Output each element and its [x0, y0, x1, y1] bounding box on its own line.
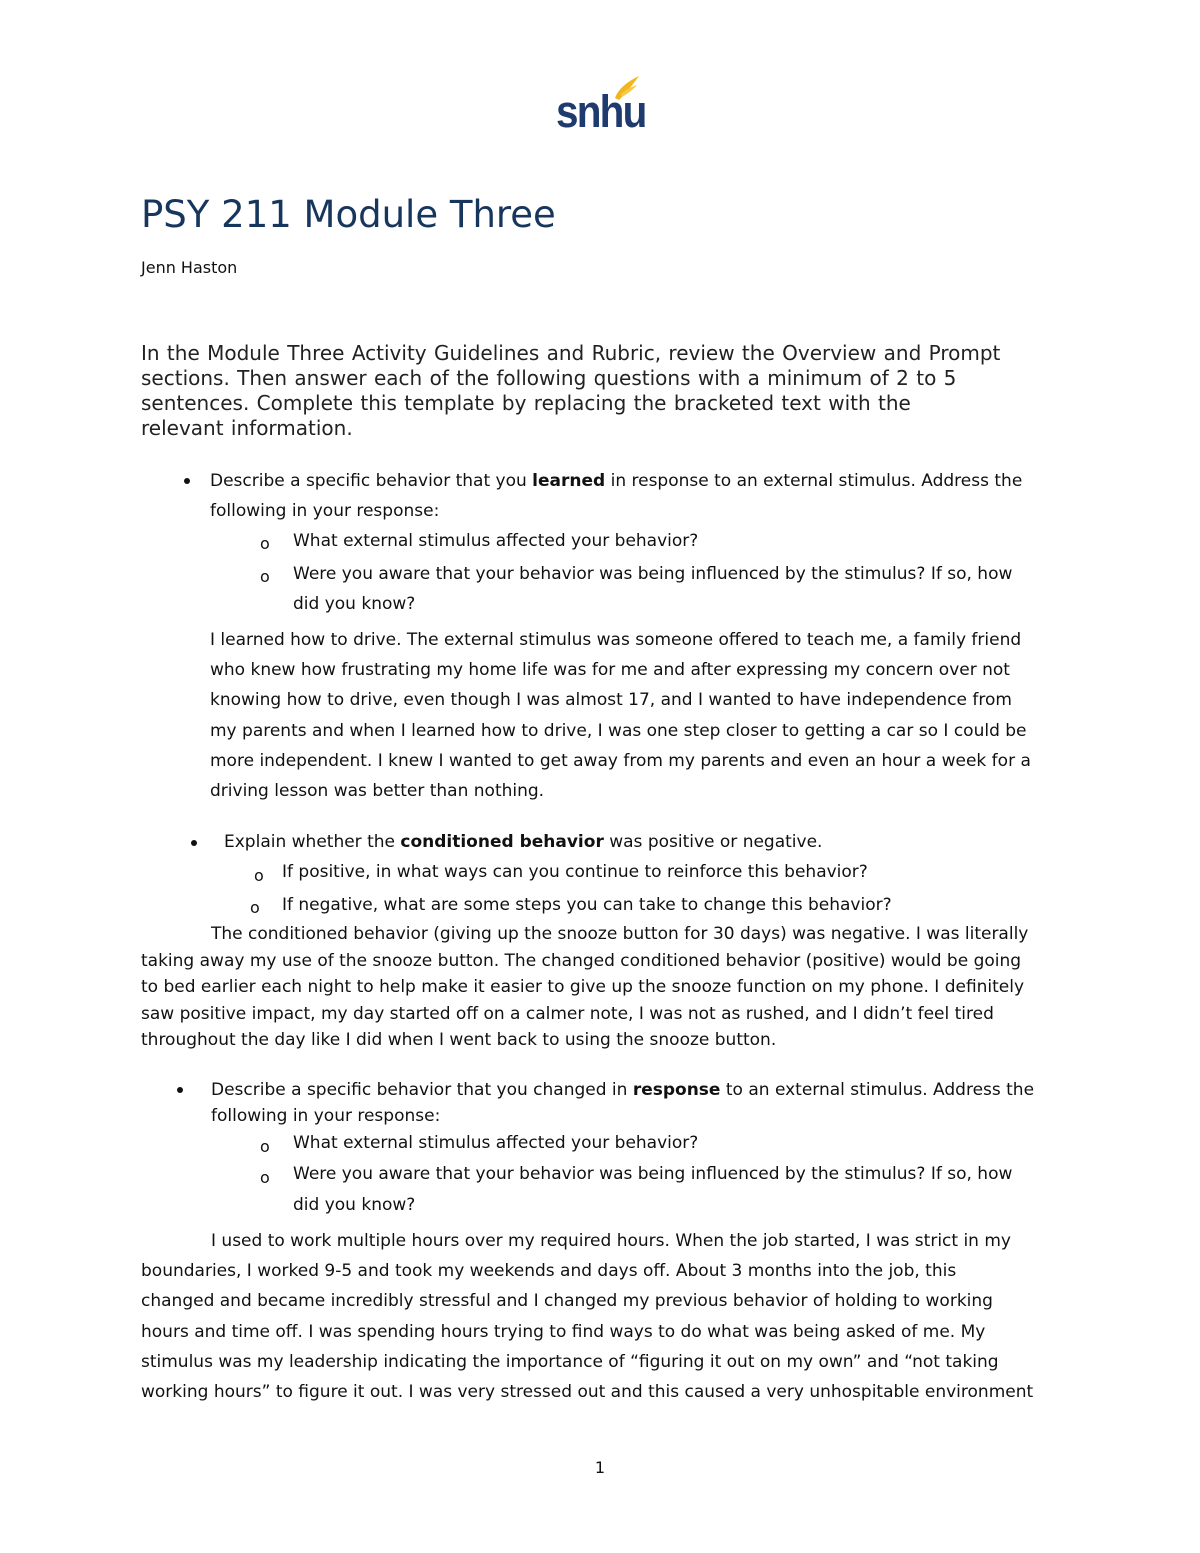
snhu-logo	[556, 72, 646, 137]
intro-paragraph	[141, 341, 1081, 441]
page-number: 1	[594, 1458, 606, 1477]
sub-bullet-icon: o	[260, 534, 270, 553]
sub-bullet-icon: o	[260, 1137, 270, 1156]
author-name: Jenn Haston	[141, 258, 238, 277]
question-3-line: Describe a specific behavior that you changed in response to an external stimulus. Address the	[211, 1080, 1035, 1100]
sub-question: If negative, what are some steps you can take to change this behavior?	[282, 895, 892, 915]
question-3-line: following in your response:	[211, 1106, 441, 1126]
answer-3	[141, 1226, 1033, 1407]
sub-question: What external stimulus affected your behavior?	[293, 531, 699, 551]
answer-line: saw positive impact, my day started off on a calmer note, I was not as rushed, and I didn’t feel tired	[141, 1003, 994, 1024]
answer-line: I learned how to drive. The external stimulus was someone offered to teach me, a family friend	[210, 630, 1022, 650]
answer-line: changed and became incredibly stressful and I changed my previous behavior of holding to working	[141, 1291, 993, 1312]
sub-bullet-icon: o	[260, 567, 270, 586]
question-1-line: Describe a specific behavior that you learned in response to an external stimulus. Address the	[210, 471, 1023, 491]
answer-line: throughout the day like I did when I went back to using the snooze button.	[141, 1030, 777, 1051]
answer-line: hours and time off. I was spending hours trying to find ways to do what was being asked of me. My	[141, 1321, 986, 1342]
answer-line: more independent. I knew I wanted to get away from my parents and even an hour a week for a	[210, 750, 1031, 771]
answer-line: who knew how frustrating my home life was for me and after expressing my concern over not	[210, 660, 1010, 681]
answer-line: working hours” to figure it out. I was very stressed out and this caused a very unhospitable environment	[141, 1382, 1034, 1403]
intro-line: relevant information.	[141, 416, 353, 440]
question-1-line: following in your response:	[210, 501, 440, 521]
bullet-icon	[191, 840, 197, 846]
answer-line: knowing how to drive, even though I was almost 17, and I wanted to have independence from	[210, 690, 1012, 711]
sub-question: did you know?	[293, 1195, 416, 1215]
bullet-icon	[184, 478, 190, 484]
sub-question: did you know?	[293, 594, 416, 614]
intro-line: sentences. Complete this template by replacing the bracketed text with the	[141, 391, 911, 415]
sub-question: What external stimulus affected your behavior?	[293, 1133, 699, 1153]
page-title: PSY 211 Module Three	[141, 193, 556, 236]
sub-bullet-icon: o	[250, 898, 260, 917]
answer-line: taking away my use of the snooze button. The changed conditioned behavior (positive) would be going	[141, 950, 1022, 971]
intro-line: In the Module Three Activity Guidelines and Rubric, review the Overview and Prompt	[141, 341, 1001, 365]
answer-2	[141, 921, 1028, 1054]
sub-question: Were you aware that your behavior was being influenced by the stimulus? If so, how	[293, 564, 1013, 584]
answer-line: driving lesson was better than nothing.	[210, 781, 545, 802]
answer-line: to bed earlier each night to help make it easier to give up the snooze function on my phone. I definitely	[141, 977, 1025, 998]
question-2-line: Explain whether the conditioned behavior was positive or negative.	[224, 832, 823, 852]
emphasis: response	[632, 1080, 721, 1100]
emphasis: conditioned behavior	[400, 832, 604, 852]
answer-line: boundaries, I worked 9-5 and took my weekends and days off. About 3 months into the job, this	[141, 1261, 957, 1282]
sub-question: Were you aware that your behavior was being influenced by the stimulus? If so, how	[293, 1164, 1013, 1184]
intro-line: sections. Then answer each of the following questions with a minimum of 2 to 5	[141, 366, 957, 390]
answer-line: I used to work multiple hours over my required hours. When the job started, I was strict in my	[211, 1231, 1011, 1251]
answer-line: my parents and when I learned how to drive, I was one step closer to getting a car so I could be	[210, 720, 1027, 741]
logo-text: snhu	[556, 86, 646, 137]
answer-1	[210, 625, 1031, 806]
emphasis: learned	[532, 471, 606, 491]
sub-bullet-icon: o	[260, 1168, 270, 1187]
sub-question: If positive, in what ways can you continue to reinforce this behavior?	[282, 862, 868, 882]
sub-bullet-icon: o	[254, 866, 264, 885]
answer-line: stimulus was my leadership indicating the importance of “figuring it out on my own” and “not taking	[141, 1351, 999, 1372]
answer-line: The conditioned behavior (giving up the snooze button for 30 days) was negative. I was literally	[211, 924, 1029, 944]
bullet-icon	[177, 1087, 183, 1093]
